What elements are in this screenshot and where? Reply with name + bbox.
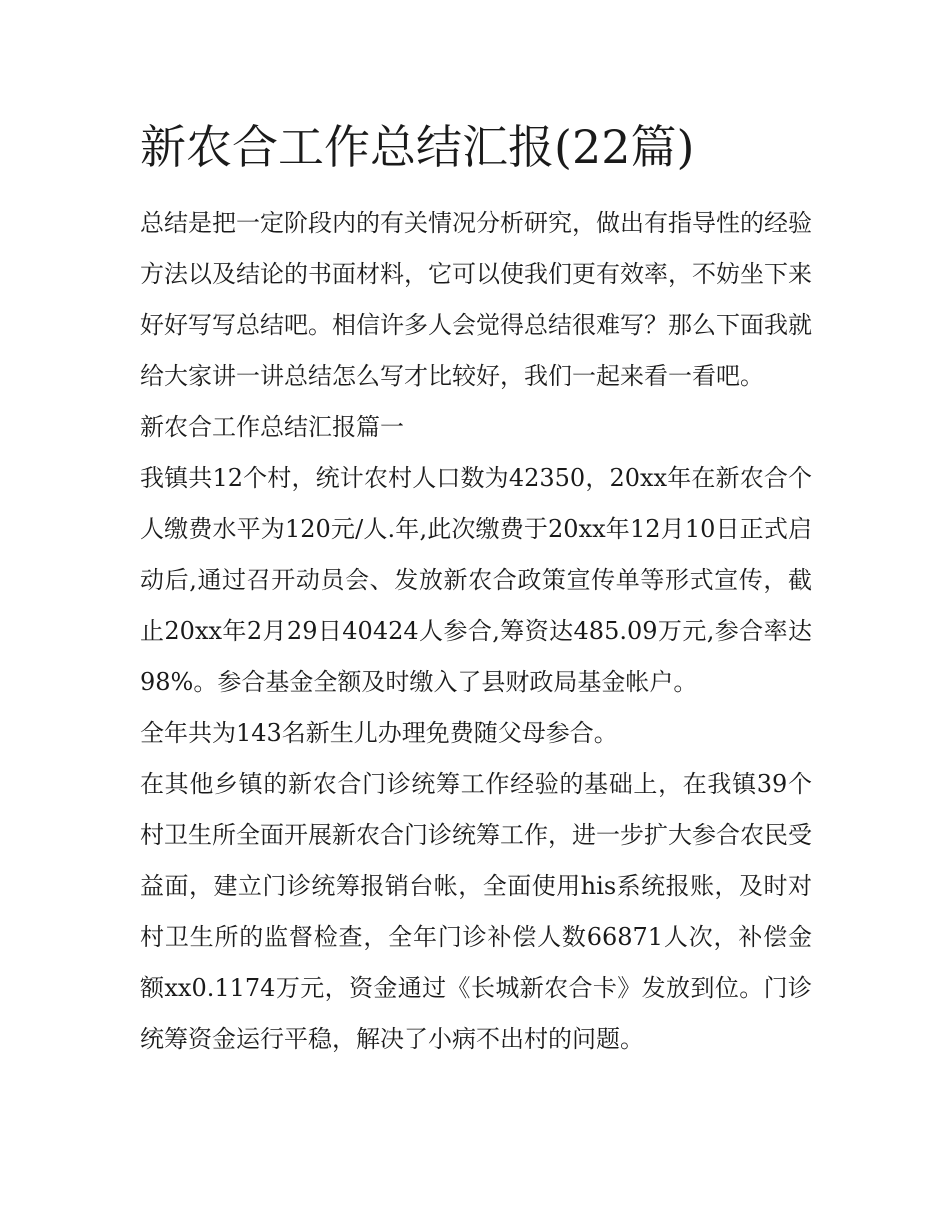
- section-heading: 新农合工作总结汇报篇一: [140, 413, 404, 441]
- document-page: [140, 112, 812, 1065]
- document-title: 新农合工作总结汇报(22篇): [140, 120, 695, 174]
- intro-paragraph: 总结是把一定阶段内的有关情况分析研究，做出有指导性的经验方法以及结论的书面材料，它可以使我们更有效率，不妨坐下来好好写写总结吧。相信许多人会觉得总结很难写？那么下面我就给大家讲一讲总结怎么写才比较好，我们一起来看一看吧。: [140, 209, 812, 390]
- body-paragraph-3: 在其他乡镇的新农合门诊统筹工作经验的基础上，在我镇39个村卫生所全面开展新农合门诊统筹工作，进一步扩大参合农民受益面，建立门诊统筹报销台帐，全面使用his系统报账，及时对村卫生所的监督检查，全年门诊补偿人数66871人次，补偿金额xx0.1174万元，资金通过《长城新农合卡》发放到位。门诊统筹资金运行平稳，解决了小病不出村的问题。: [140, 770, 812, 1053]
- body-paragraph-1: 我镇共12个村，统计农村人口数为42350，20xx年在新农合个人缴费水平为120元/人.年,此次缴费于20xx年12月10日正式启动后,通过召开动员会、发放新农合政策宣传单等形式宣传，截止20xx年2月29日40424人参合,筹资达485.09万元,参合率达98%。参合基金全额及时缴入了县财政局基金帐户。: [140, 464, 812, 696]
- body-paragraph-2: 全年共为143名新生儿办理免费随父母参合。: [140, 719, 618, 747]
